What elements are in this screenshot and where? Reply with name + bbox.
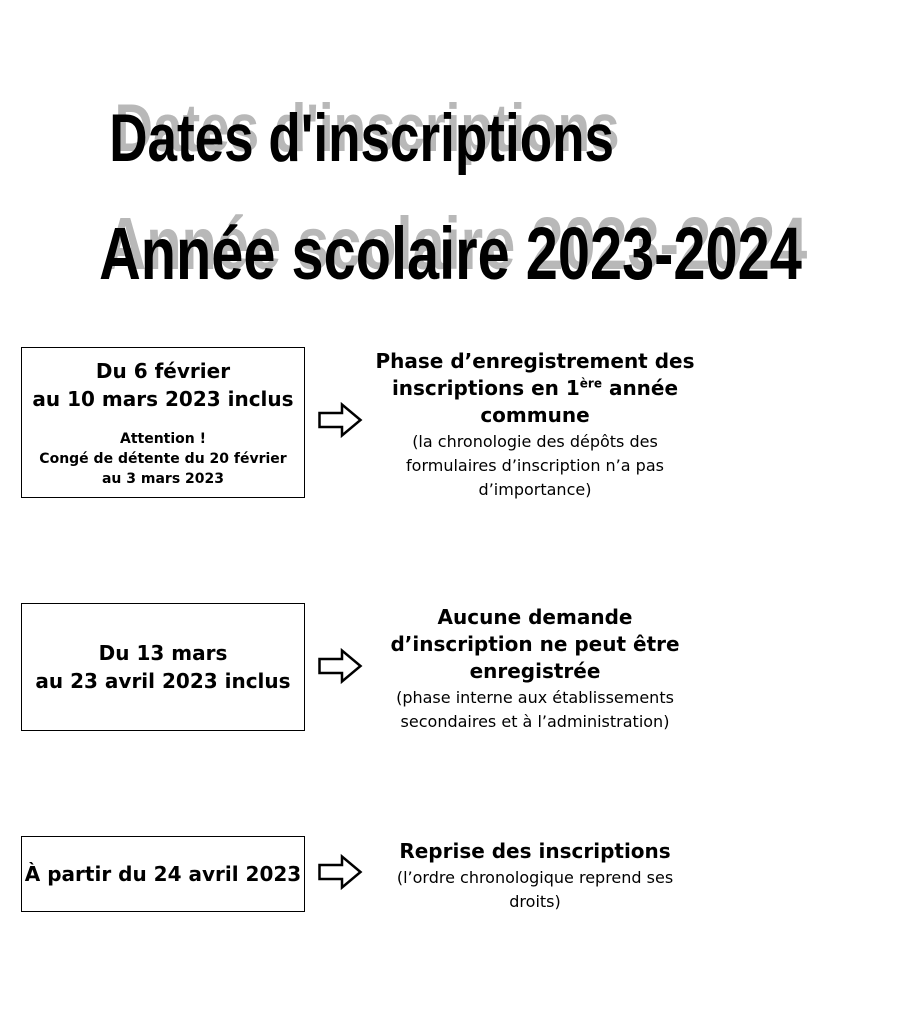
period-2-desc-title-line-3: enregistrée (469, 659, 601, 683)
period-2-desc-sub-line-1: (phase interne aux établissements (396, 688, 674, 707)
page-title-text-1: Dates d'inscriptions (109, 100, 615, 176)
period-1-desc-title-line-3: commune (480, 403, 590, 427)
period-1-note (39, 429, 286, 489)
period-3-desc-sub-line-2: droits) (509, 892, 561, 911)
period-2-desc-title-line-1: Aucune demande (437, 605, 633, 629)
period-1-desc-title-line-2 (372, 375, 698, 402)
period-3-date-line-1: À partir du 24 avril 2023 (24, 862, 302, 886)
period-2-description (372, 604, 698, 734)
period-3-description (372, 838, 698, 914)
period-2-date-line-1: Du 13 mars (98, 641, 228, 665)
period-1-date-line-2: au 10 mars 2023 inclus (32, 386, 294, 411)
period-1-desc-title-line-2-sup: ère (579, 376, 602, 391)
page-title-text-2: Année scolaire 2023-2024 (99, 212, 802, 295)
period-1-date-box (21, 347, 305, 498)
period-2-desc-sub (372, 686, 698, 734)
page-title-line-1 (0, 98, 724, 178)
period-3-desc-sub (372, 866, 698, 914)
period-1-date-line-1: Du 6 février (95, 358, 231, 383)
period-2-desc-sub-line-2: secondaires et à l’administration) (400, 712, 670, 731)
period-1-desc-title-line-1: Phase d’enregistrement des (375, 349, 695, 373)
arrow-right-outline-icon (318, 854, 362, 890)
period-1-note-line-3: au 3 mars 2023 (101, 470, 224, 487)
period-1-desc-sub-line-1: (la chronologie des dépôts des (412, 432, 658, 451)
period-2-date-line-2: au 23 avril 2023 inclus (35, 669, 291, 693)
period-3-desc-sub-line-1: (l’ordre chronologique reprend ses (396, 868, 674, 887)
period-1-desc-title-line-2-pre: inscriptions en 1 (391, 376, 580, 400)
period-1-description (372, 348, 698, 502)
period-2-date-box (21, 603, 305, 731)
page-title-line-2 (0, 212, 802, 296)
period-1-desc-sub-line-2: formulaires d’inscription n’a pas (406, 456, 664, 475)
period-1-note-line-2: Congé de détente du 20 février (39, 450, 287, 467)
period-1-desc-sub-line-3: d’importance) (478, 480, 592, 499)
period-3-date-box (21, 836, 305, 912)
period-2-desc-title-line-2: d’inscription ne peut être (390, 632, 680, 656)
period-1-desc-sub (372, 430, 698, 502)
period-1-desc-title-line-2-post: année (601, 376, 679, 400)
period-3-desc-title-line-1: Reprise des inscriptions (399, 839, 671, 863)
period-1-note-line-1: Attention ! (119, 430, 207, 447)
arrow-right-outline-icon (318, 648, 362, 684)
arrow-right-outline-icon (318, 402, 362, 438)
